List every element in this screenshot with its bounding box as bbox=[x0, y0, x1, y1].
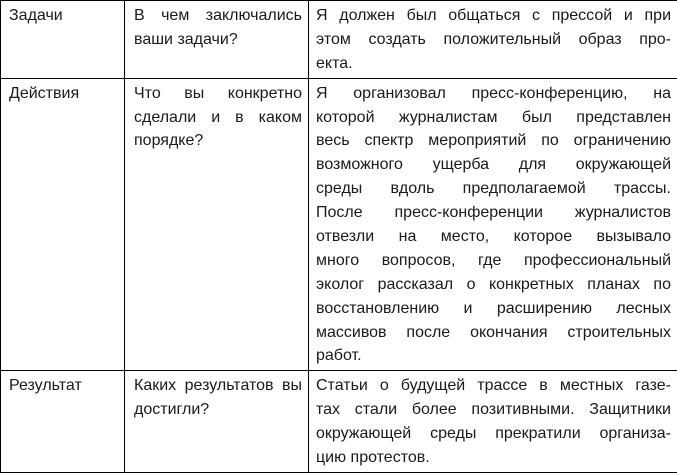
question-line: ваши задачи? bbox=[134, 28, 302, 52]
answer-line: массивов после окончания строительных bbox=[316, 321, 671, 345]
answer-line: среды вдоль предполагаемой трассы. bbox=[316, 177, 671, 201]
answer-line: Я организовал пресс-конференцию, на bbox=[316, 82, 671, 106]
row-label: Задачи bbox=[9, 7, 63, 24]
row-label: Результат bbox=[9, 377, 82, 394]
row-label-cell bbox=[1, 1, 125, 79]
answer-line: восстановлению и расширению лесных bbox=[316, 297, 671, 321]
answer-line: отвезли на место, которое вызывало bbox=[316, 225, 671, 249]
question-line: Что вы конкретно bbox=[134, 82, 302, 106]
answer-line: работ. bbox=[316, 344, 671, 368]
answer-cell bbox=[309, 78, 677, 371]
row-label: Действия bbox=[9, 85, 79, 102]
row-label-cell bbox=[1, 371, 125, 473]
question-cell bbox=[125, 1, 309, 79]
answer-line: екта. bbox=[316, 52, 671, 76]
answer-line: эколог рассказал о конкретных планах по bbox=[316, 273, 671, 297]
answer-line: тах стали более позитивными. Защитники bbox=[316, 398, 671, 422]
answer-line: много вопросов, где профессиональный bbox=[316, 249, 671, 273]
answer-cell bbox=[309, 371, 677, 473]
answer-line: этом создать положительный образ про- bbox=[316, 28, 671, 52]
question-line: В чем заключались bbox=[134, 4, 302, 28]
answer-line: которой журналистам был представлен bbox=[316, 106, 671, 130]
table-row bbox=[1, 78, 677, 371]
answer-line: возможного ущерба для окружающей bbox=[316, 153, 671, 177]
table-row bbox=[1, 371, 677, 473]
answer-line: После пресс-конференции журналистов bbox=[316, 201, 671, 225]
answer-line: Я должен был общаться с прессой и при bbox=[316, 4, 671, 28]
answer-line: окружающей среды прекратили организа- bbox=[316, 422, 671, 446]
answer-line: Статьи о будущей трассе в местных газе- bbox=[316, 374, 671, 398]
question-line: сделали и в каком bbox=[134, 106, 302, 130]
row-label-cell bbox=[1, 78, 125, 371]
answer-cell bbox=[309, 1, 677, 79]
question-cell bbox=[125, 371, 309, 473]
table-row bbox=[1, 1, 677, 79]
question-line: достигли? bbox=[134, 398, 302, 422]
question-cell bbox=[125, 78, 309, 371]
question-line: порядке? bbox=[134, 129, 302, 153]
question-line: Каких результатов вы bbox=[134, 374, 302, 398]
answer-line: цию протестов. bbox=[316, 446, 671, 470]
answer-line: весь спектр мероприятий по ограничению bbox=[316, 129, 671, 153]
